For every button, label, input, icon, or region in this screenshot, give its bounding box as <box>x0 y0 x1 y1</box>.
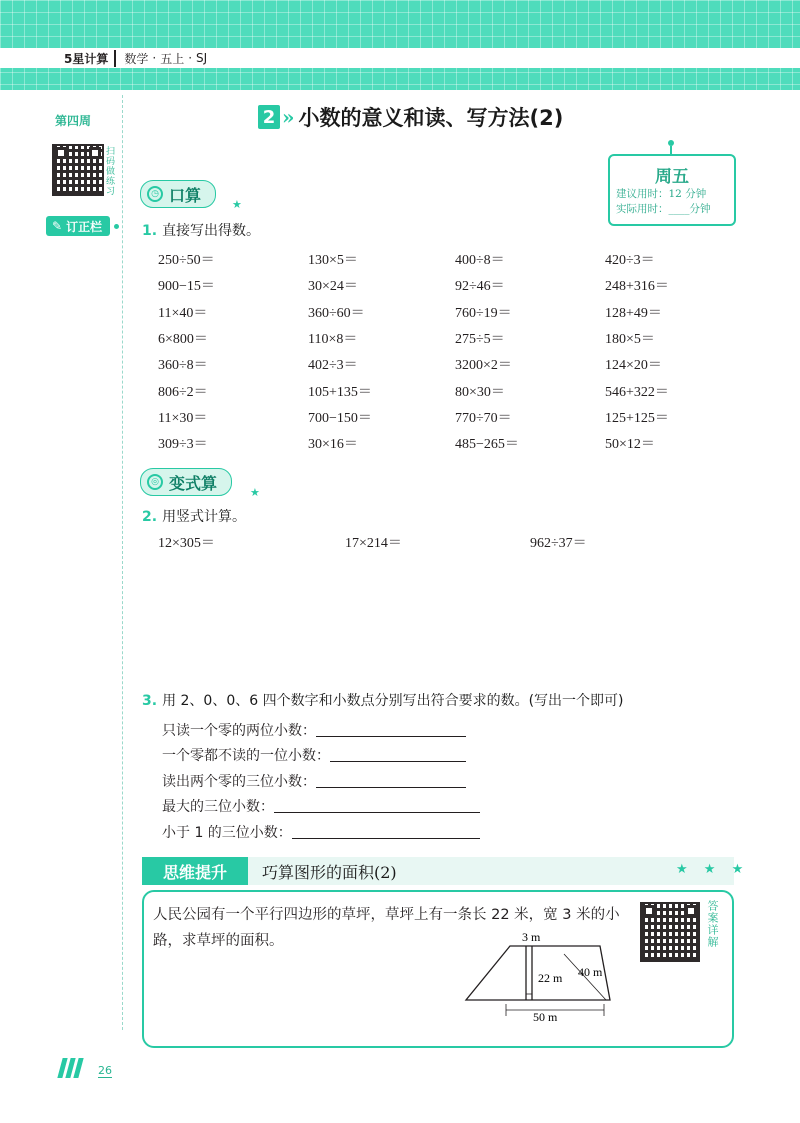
week-label: 第四周 <box>55 114 92 128</box>
suggested-time <box>610 187 734 202</box>
calc-item: 11×40＝ <box>158 305 208 321</box>
calc-item: 360÷8＝ <box>158 358 208 374</box>
calc-row <box>158 246 718 272</box>
section-oral-label: 口算 <box>169 185 202 205</box>
actual-time-value: ____分钟 <box>668 203 711 215</box>
page-number: 26 <box>98 1064 112 1077</box>
calc-item: 400÷8＝ <box>455 253 505 269</box>
calc-item: 360÷60＝ <box>308 305 365 321</box>
right-angle-mark <box>526 994 532 1000</box>
correction-tag <box>46 216 110 236</box>
calc-item: 420÷3＝ <box>605 253 655 269</box>
suggested-time-label: 建议用时： <box>616 188 669 200</box>
actual-time-label: 实际用时： <box>616 203 669 215</box>
calc-item: 124×20＝ <box>605 358 662 374</box>
calc-item: 30×24＝ <box>308 279 358 295</box>
calc-item: 30×16＝ <box>308 437 358 453</box>
vertical-calc-item: 12×305＝ <box>158 536 215 551</box>
calc-item: 180×5＝ <box>605 332 655 348</box>
thinking-tag: 思维提升 <box>142 857 248 885</box>
problem-text: 人民公园有一个平行四边形的草坪，草坪上有一条长 22 米，宽 3 米的小路，求草坪的面积。 <box>153 907 620 949</box>
calc-item: 250÷50＝ <box>158 253 215 269</box>
calc-item: 110×8＝ <box>308 332 358 348</box>
footer-bars-icon <box>60 1058 81 1078</box>
lesson-number: 2 <box>258 105 280 129</box>
answer-line[interactable] <box>330 761 466 762</box>
left-divider <box>122 95 123 1030</box>
fill-item-label: 小于 1 的三位小数： <box>162 824 292 841</box>
question-number: 1. <box>142 223 158 239</box>
calc-item: 309÷3＝ <box>158 437 208 453</box>
section-variant <box>140 468 232 496</box>
question-text: 直接写出得数。 <box>162 223 261 239</box>
calc-item: 402÷3＝ <box>308 358 358 374</box>
calc-item: 700−150＝ <box>308 410 372 426</box>
pencil-icon: ✎ <box>52 219 63 233</box>
calc-item: 130×5＝ <box>308 253 358 269</box>
calc-item: 128+49＝ <box>605 305 662 321</box>
top-width-label: 3 m <box>522 930 541 944</box>
fill-item <box>162 765 480 791</box>
separator: · <box>188 51 193 65</box>
calc-row <box>158 325 718 351</box>
day-card <box>608 154 736 226</box>
calc-item: 760÷19＝ <box>455 305 512 321</box>
calc-item: 50×12＝ <box>605 437 655 453</box>
calc-row <box>158 272 718 298</box>
question-3 <box>142 690 624 710</box>
calc-item: 770÷70＝ <box>455 410 512 426</box>
answer-line[interactable] <box>292 838 480 839</box>
correction-label: 订正栏 <box>66 219 103 234</box>
pin-line <box>670 146 672 156</box>
calc-item: 248+316＝ <box>605 279 669 295</box>
star-icon: ★ <box>250 486 260 499</box>
calc-item: 546+322＝ <box>605 384 669 400</box>
parallelogram-figure <box>460 924 630 1024</box>
edition: SJ <box>196 51 208 65</box>
separator: · <box>152 51 157 65</box>
answer-caption: 答案详解 <box>706 900 719 948</box>
calc-item: 900−15＝ <box>158 279 215 295</box>
thinking-title: 巧算图形的面积(2) <box>262 863 397 882</box>
answer-line[interactable] <box>274 812 480 813</box>
calc-item: 92÷46＝ <box>455 279 505 295</box>
chevron-right-icon: » <box>282 105 295 129</box>
inner-length-label: 22 m <box>538 971 563 985</box>
question-number: 3. <box>142 693 158 709</box>
question-number: 2. <box>142 509 158 525</box>
question-1 <box>142 220 260 240</box>
question-text: 用竖式计算。 <box>162 509 247 525</box>
difficulty-stars: ★ ★ ★ <box>676 862 750 877</box>
fill-item-label: 一个零都不读的一位小数： <box>162 748 330 764</box>
section-oral <box>140 180 216 208</box>
oral-calc-grid <box>158 246 718 456</box>
calc-row <box>158 351 718 377</box>
day-label: 周五 <box>655 167 689 187</box>
vertical-calc-row <box>158 532 587 552</box>
side-length-label: 40 m <box>578 965 603 979</box>
target-icon: ◎ <box>147 474 163 490</box>
question-text: 用 2、0、0、6 四个数字和小数点分别写出符合要求的数。(写出一个即可) <box>162 693 624 709</box>
question-2 <box>142 506 246 526</box>
fill-item-label: 只读一个零的两位小数： <box>162 722 316 739</box>
header-brand <box>64 49 207 67</box>
fill-item-label: 读出两个零的三位小数： <box>162 773 316 790</box>
fill-item <box>162 740 480 766</box>
calc-item: 806÷2＝ <box>158 384 208 400</box>
vertical-calc-item: 962÷37＝ <box>530 536 587 551</box>
stopwatch-icon: ◷ <box>147 186 163 202</box>
qr-caption: 扫码做练习 <box>104 146 114 196</box>
suggested-time-value: 12 分钟 <box>668 188 707 200</box>
calc-item: 6×800＝ <box>158 332 208 348</box>
calc-row <box>158 377 718 403</box>
calc-item: 3200×2＝ <box>455 358 512 374</box>
answer-qr-code-icon[interactable] <box>640 902 700 962</box>
calc-row <box>158 404 718 430</box>
bullet-dot <box>114 224 119 229</box>
brand-name: 5星计算 <box>64 50 116 67</box>
calc-item: 80×30＝ <box>455 384 505 400</box>
fill-item <box>162 791 480 817</box>
calc-item: 11×30＝ <box>158 410 208 426</box>
qr-code-icon[interactable] <box>52 144 104 196</box>
fill-item <box>162 714 480 740</box>
grade: 五上 <box>160 51 185 66</box>
lesson-title <box>258 102 563 132</box>
fill-in-list <box>162 714 480 842</box>
calc-row <box>158 299 718 325</box>
fill-item <box>162 816 480 842</box>
header-band <box>0 0 800 90</box>
section-variant-label: 变式算 <box>169 473 218 493</box>
fill-item-label: 最大的三位小数： <box>162 799 274 815</box>
subject: 数学 <box>124 51 149 66</box>
answer-line[interactable] <box>316 787 466 788</box>
calc-row <box>158 430 718 456</box>
star-icon: ★ <box>232 198 242 211</box>
calc-item: 275÷5＝ <box>455 332 505 348</box>
answer-line[interactable] <box>316 736 466 737</box>
vertical-calc-item: 17×214＝ <box>345 536 402 551</box>
calc-item: 105+135＝ <box>308 384 372 400</box>
calc-item: 485−265＝ <box>455 437 519 453</box>
actual-time <box>610 202 734 217</box>
lesson-title-text: 小数的意义和读、写方法(2) <box>298 106 564 130</box>
base-length-label: 50 m <box>533 1010 558 1024</box>
calc-item: 125+125＝ <box>605 410 669 426</box>
